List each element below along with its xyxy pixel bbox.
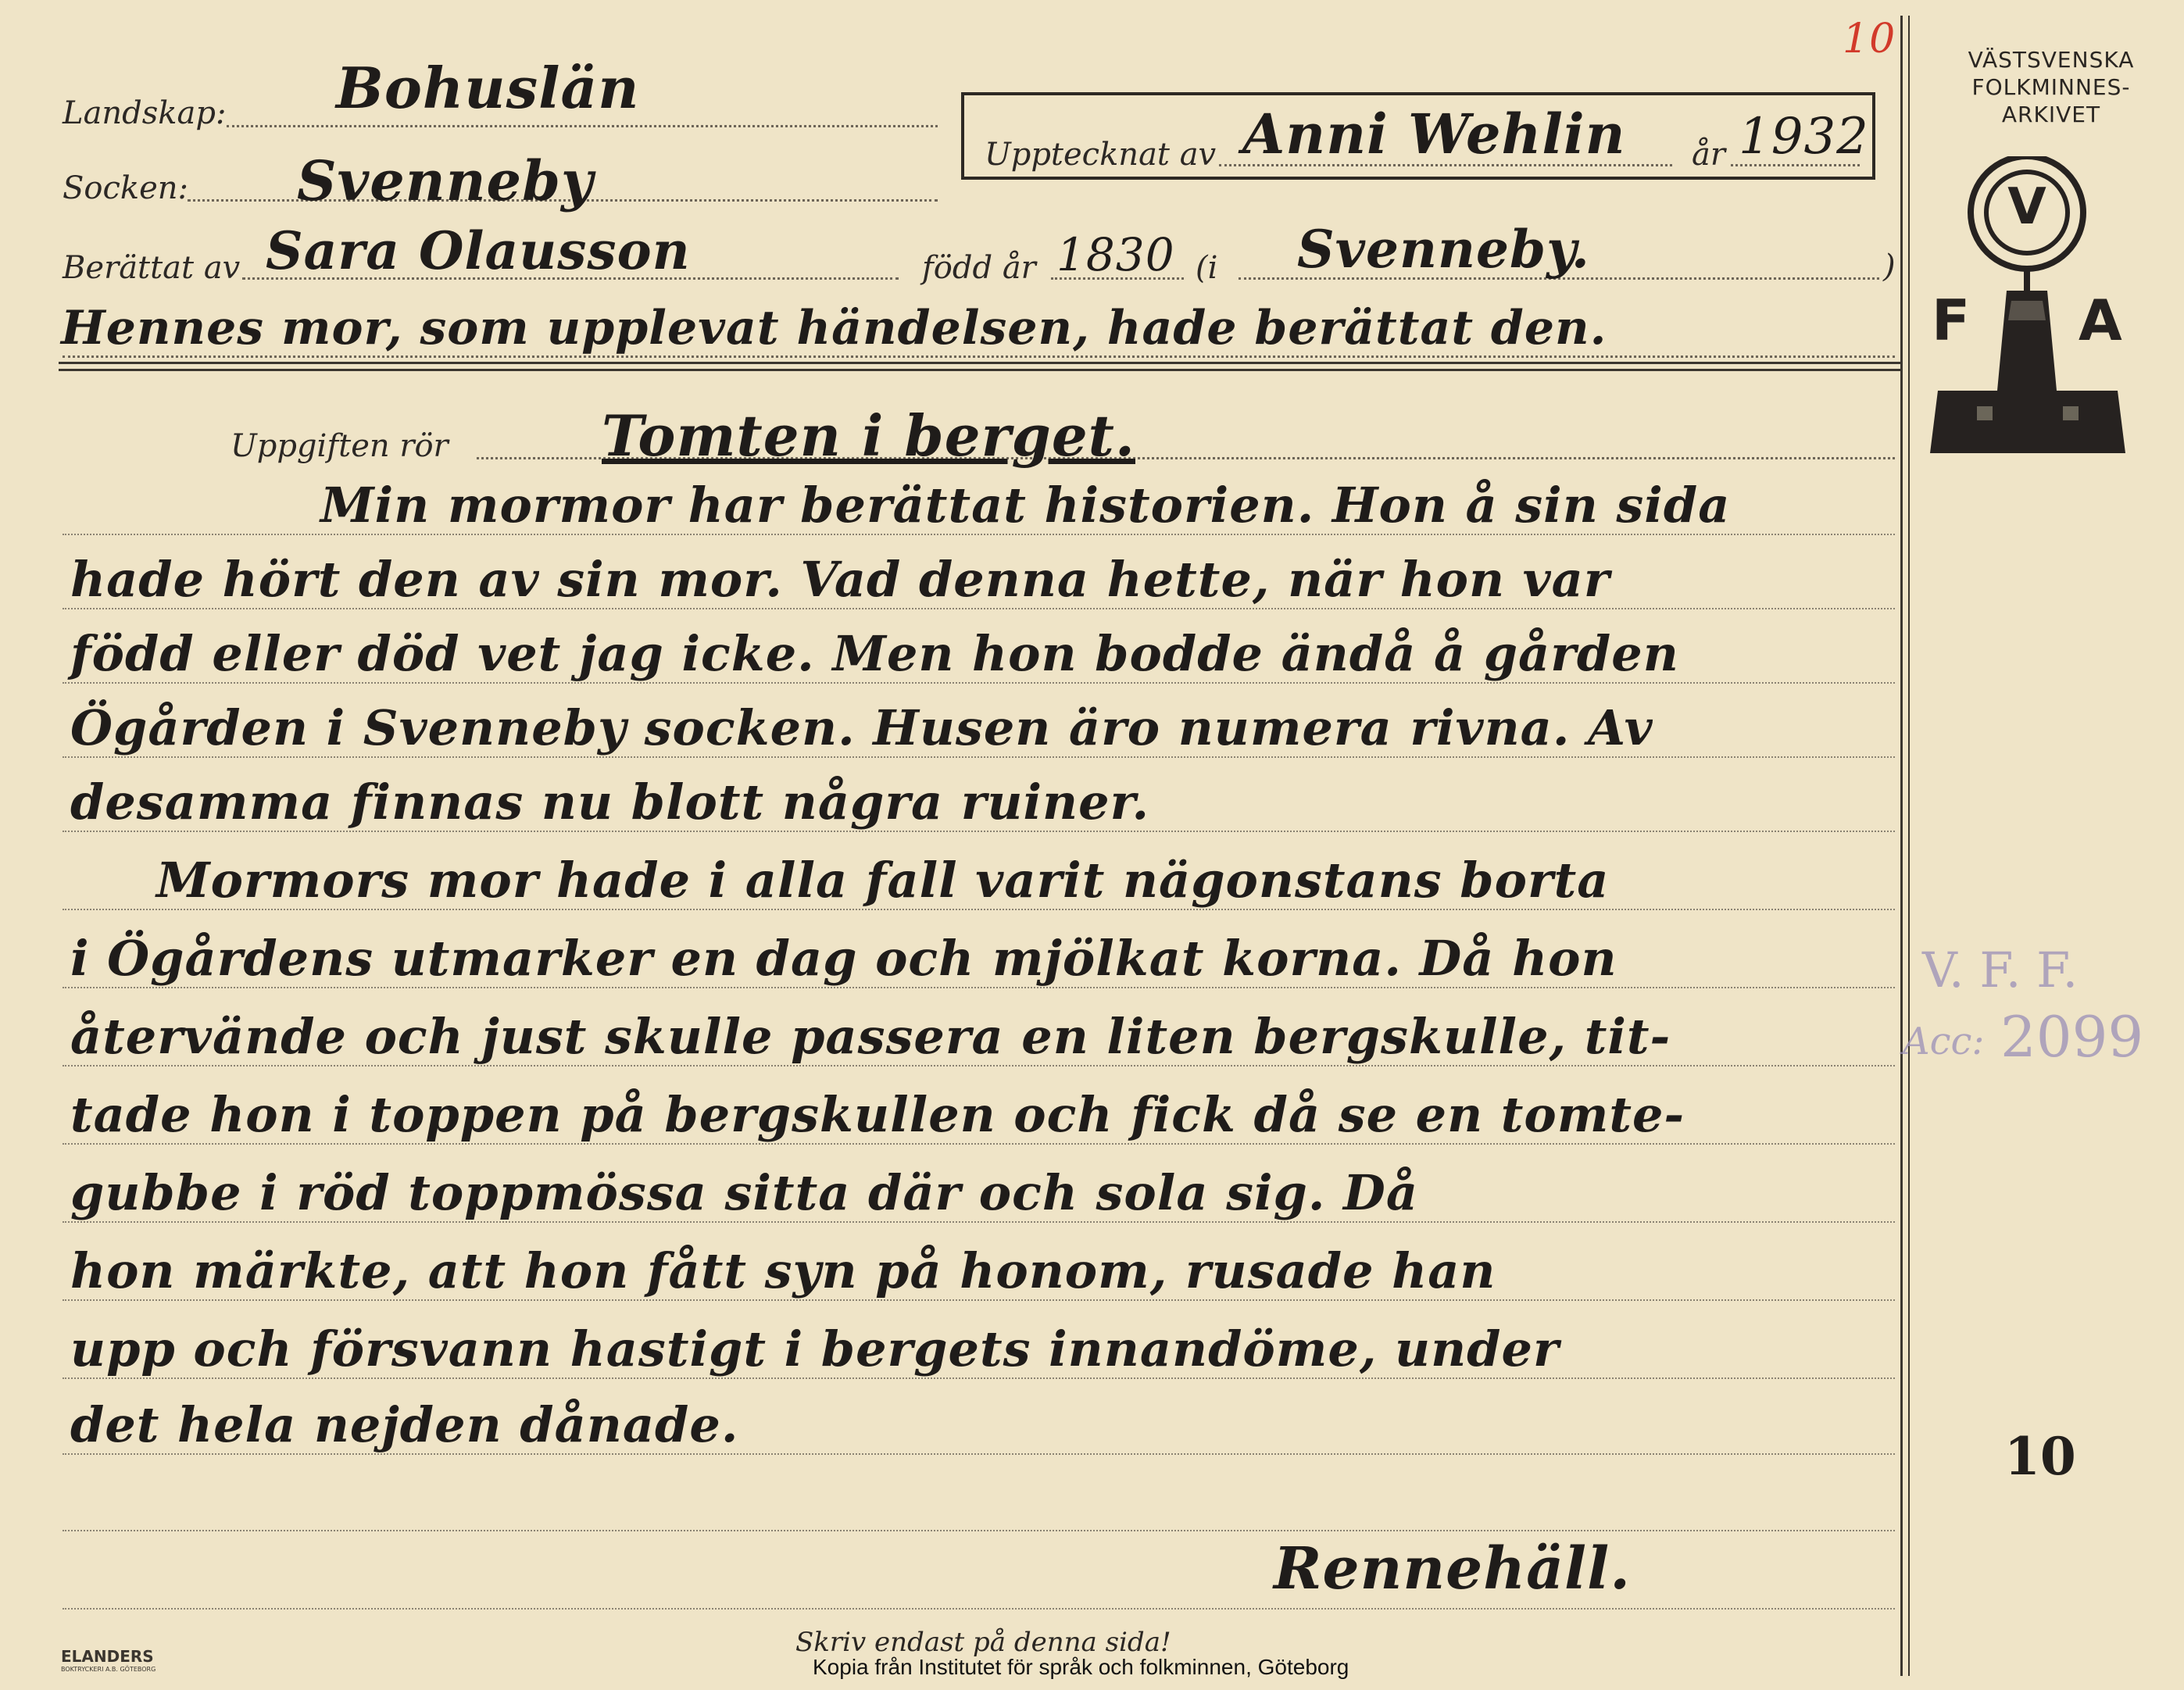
body-line: i Ögårdens utmarker en dag och mjölkat korna. Då hon bbox=[70, 930, 1617, 987]
landskap-dots bbox=[227, 125, 938, 127]
body-line: det hela nejden dånade. bbox=[70, 1396, 739, 1453]
header-rule-bottom bbox=[59, 369, 1900, 371]
archive-name-1: VÄSTSVENSKA bbox=[1968, 47, 2135, 73]
ruled-line-3 bbox=[63, 682, 1895, 684]
logo-letter-right: A bbox=[2079, 288, 2122, 353]
right-column-rule bbox=[1900, 16, 1903, 1676]
signature: Rennehäll. bbox=[1274, 1535, 1631, 1602]
body-line: hon märkte, att hon fått syn på honom, rusade han bbox=[70, 1242, 1496, 1299]
body-line: Ögården i Svenneby socken. Husen äro numera rivna. Av bbox=[70, 699, 1653, 756]
archive-name-2: FOLKMINNES- bbox=[1971, 74, 2131, 100]
footer-instruction: Skriv endast på denna sida! bbox=[795, 1627, 1171, 1658]
ruled-line-8 bbox=[63, 1065, 1895, 1067]
archive-name-3: ARKIVET bbox=[2001, 102, 2101, 127]
born-value: 1830 bbox=[1056, 228, 1175, 281]
body-line: tade hon i toppen på bergskullen och fick då se en tomte- bbox=[70, 1086, 1685, 1143]
socken-value: Svenneby bbox=[297, 148, 594, 213]
ruled-line-2 bbox=[63, 608, 1895, 609]
born-place-value: Svenneby. bbox=[1297, 219, 1590, 280]
born-label: född år bbox=[922, 250, 1036, 286]
body-line: Min mormor har berättat historien. Hon å sin sida bbox=[320, 477, 1731, 534]
teller-value: Sara Olausson bbox=[266, 220, 691, 281]
body-line: hade hört den av sin mor. Vad denna hette, när hon var bbox=[70, 551, 1610, 608]
ruled-line-7 bbox=[63, 987, 1895, 988]
logo-letter-left: F bbox=[1932, 288, 1971, 353]
accession-stamp bbox=[1903, 941, 2172, 1090]
teller-label: Berättat av bbox=[63, 250, 241, 286]
stamp-number: 2099 bbox=[2000, 1004, 2144, 1070]
subject-label: Uppgiften rör bbox=[231, 428, 449, 464]
body-line: återvände och just skulle passera en liten bergskulle, tit- bbox=[70, 1008, 1671, 1065]
corner-page-number: 10 bbox=[1843, 16, 1896, 63]
ruled-line-13 bbox=[63, 1453, 1895, 1455]
body-line: Mormors mor hade i alla fall varit nägonstans borta bbox=[156, 852, 1610, 909]
printer-sub: BOKTRYCKERI A.B. GÖTEBORG bbox=[61, 1666, 156, 1673]
recorder-value: Anni Wehlin bbox=[1242, 102, 1626, 166]
body-line: upp och försvann hastigt i bergets innandöme, under bbox=[70, 1320, 1560, 1377]
landskap-label: Landskap: bbox=[63, 95, 227, 131]
ruled-line-1 bbox=[63, 534, 1895, 535]
year-label: år bbox=[1692, 137, 1725, 173]
ruled-line-5 bbox=[63, 831, 1895, 832]
ruled-line-10 bbox=[63, 1221, 1895, 1223]
printer-mark bbox=[61, 1647, 155, 1673]
close-paren: ) bbox=[1883, 248, 1896, 284]
body-line: född eller död vet jag icke. Men hon bodde ändå å gården bbox=[70, 625, 1679, 682]
vfa-logo bbox=[1930, 156, 2164, 461]
ruled-line-6 bbox=[63, 909, 1895, 910]
stamp-line-1: V. F. F. bbox=[1922, 941, 2079, 999]
ruled-line-9 bbox=[63, 1143, 1895, 1145]
year-value: 1932 bbox=[1739, 108, 1869, 166]
ruled-line-11 bbox=[63, 1299, 1895, 1301]
body-line: gubbe i röd toppmössa sitta där och sola sig. Då bbox=[70, 1164, 1418, 1221]
logo-letter-top: V bbox=[2007, 178, 2046, 236]
note-dots bbox=[63, 356, 1895, 358]
printer-name: ELANDERS bbox=[61, 1647, 154, 1666]
ruled-line-4 bbox=[63, 756, 1895, 758]
right-column-rule-2 bbox=[1908, 16, 1910, 1676]
socken-label: Socken: bbox=[63, 170, 189, 206]
header-rule-top bbox=[59, 362, 1900, 364]
body-line: desamma finnas nu blott några ruiner. bbox=[70, 774, 1150, 831]
ruled-line-15 bbox=[63, 1608, 1895, 1610]
ruled-line-14 bbox=[63, 1530, 1895, 1531]
teller-note: Hennes mor, som upplevat händelsen, hade berättat den. bbox=[61, 301, 1607, 356]
subject-value: Tomten i berget. bbox=[602, 402, 1135, 469]
side-page-number: 10 bbox=[2004, 1426, 2076, 1487]
copy-note: Kopia från Institutet för språk och folkminnen, Göteborg bbox=[813, 1655, 1349, 1679]
stamp-prefix: Acc: bbox=[1903, 1020, 1985, 1063]
landskap-value: Bohuslän bbox=[336, 55, 640, 121]
born-place-label: (i bbox=[1196, 250, 1218, 286]
ruled-line-12 bbox=[63, 1377, 1895, 1379]
recorder-label: Upptecknat av bbox=[985, 137, 1217, 173]
